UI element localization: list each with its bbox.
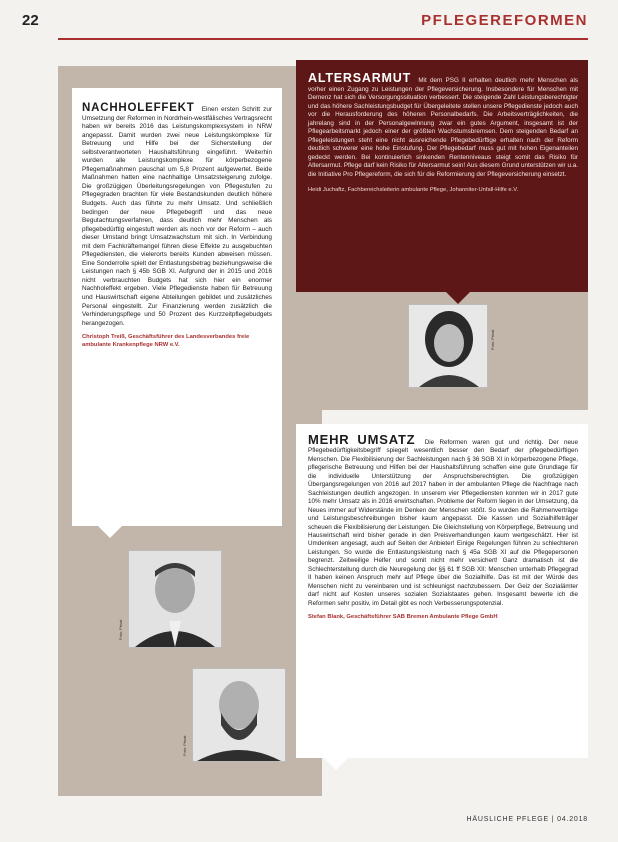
portrait-image <box>193 669 285 761</box>
speech-tail <box>98 526 122 538</box>
quote-box-nachholeffekt <box>72 88 282 526</box>
quote-heading: ALTERSARMUT <box>308 71 412 85</box>
portrait-photo-woman <box>408 304 488 388</box>
quote-text <box>82 104 272 328</box>
section-title: PFLEGEREFORMEN <box>421 12 588 29</box>
quote-heading: NACHHOLEFFEKT <box>82 102 195 114</box>
portrait-image <box>129 551 221 647</box>
page-number: 22 <box>22 12 39 29</box>
quote-body: Einen ersten Schritt zur Umsetzung der Reformen in Nordrhein-westfälisches Vertragsrecht haben wir bereits 2016 das Leistungskomplexsystem in NRW angepasst. Damit wurden zwei neue Leistungskomplexe für Betreuung und Hilfe bei der Sicherstellung der selbstverantworteten Haushaltsführung eingeführt. Weiterhin wurden alle Leistungskomplexe für körperbezogene Pflegemaßnahmen pauschal um 5,8 Prozent aufgewertet. Beide Maßnahmen hatten eine nachhaltige Umsatzsteigerung zufolge. Die großzügigen Überleitungsregelungen von Pflegestufen zu Pflegegraden brachten für viele Bestandskunden deutlich höhere Budgets. Auch das führte zu mehr Umsatz. Und schließlich bedingen der neue Pflegebegriff und das neue Begutachtungsverfahren, dass deutlich mehr Menschen als pflegebedürftig eingestuft werden als noch vor der Reform – auch dieser Umstand bringt Umsatzwachstum mit sich. In Verbindung mit dem Fachkräftemangel führen diese Effekte zu ausgebuchten Pflegediensten, die vielerorts bereits Kunden abweisen müssen. Eine Sonderrolle spielt der Entlastungsbetrag beziehungsweise die Leistungen nach § 45b SGB XI. Aufgrund der in 2015 und 2016 nicht verbrauchten Budgets hat sich hier ein enormer Nachholeffekt ergeben. Viele Pflegedienste haben für Betreuung und Hauswirtschaft eigene Abteilungen gebildet und zusätzliches Personal eingestellt. Zur Finanzierung werden zusätzlich die Verhinderungspflege und 50 Prozent des Kurzzeitpflegebudgets herangezogen. <box>82 106 273 327</box>
photo-credit: Foto: Privat <box>490 329 495 350</box>
quote-box-mehr-umsatz <box>296 424 588 758</box>
quote-text <box>308 432 579 608</box>
quote-attribution: Stefan Blank, Geschäftsführer SAB Bremen Ambulante Pflege GmbH <box>308 614 498 621</box>
photo-credit: Foto: Privat <box>182 735 187 756</box>
speech-tail <box>446 292 470 304</box>
portrait-image <box>409 305 487 387</box>
quote-body: Mit dem PSG II erhalten deutlich mehr Menschen als vorher einen Zugang zu Leistungen der Pflegeversicherung. Insbesondere für Menschen mit Demenz hat sich die Versorgungssituation verbessert. Die steigende Zahl Leistungsberechtigter und das höhere Sachleistungsbudget für Übergeleitete stellen unsere Pflegedienste jedoch auch vor die Herausforderung des höheren Personalbedarfs. Die Arbeitsverträglichkeiten, die jahrelang sind in der Personalgewinnung zwar ein gutes Argument, insgesamt ist der Pflegearbeitsmarkt jedoch einer der größten Wachstumsbremsen. Dem steigenden Bedarf an Pflegeleistungen steht eine nicht ausreichende Pflegebedürftige erhalten nach der Reform deutlich schwerer eine hohe Einstufung. Der Pflegebedarf muss gut mit hohen Eigenanteilen gedeckt werden. Bei kontinuierlich sinkenden Rentenniveaus steigt somit das Risiko für Altersarmut. Pflege darf kein Risiko für Altersarmut sein! Aus diesem Grund unterstützen wir u.a. die Initiative Pro Pflegereform, die sich für die Reformierung der Pflegeversicherung einsetzt. <box>308 77 579 178</box>
portrait-photo-man-2 <box>192 668 286 762</box>
portrait-photo-man-1 <box>128 550 222 648</box>
header-rule <box>58 38 588 40</box>
speech-tail <box>324 758 348 770</box>
quote-attribution: Heidi Juchaftz, Fachbereichsleiterin ambulante Pflege, Johanniter-Unfall-Hilfe e.V. <box>308 187 519 193</box>
quote-box-altersarmut <box>296 60 588 292</box>
quote-attribution: Christoph Treiß, Geschäftsführer des Landesverbandes freie ambulante Krankenpflege NRW e.V. <box>82 334 250 348</box>
footer-magazine-issue: HÄUSLICHE PFLEGE | 04.2018 <box>466 816 588 823</box>
quote-text <box>308 71 579 179</box>
quote-heading: MEHR UMSATZ <box>308 432 416 447</box>
photo-credit: Foto: Privat <box>118 619 123 640</box>
quote-body: Die Reformen waren gut und richtig. Der neue Pflegebedürftigkeitsbegriff spiegelt wesentlich besser den Bedarf der pflegebedürftigen Menschen. Die Flexibilisierung der Sachleistungen nach § 36 SGB XI in körperbezogene Pflege, pflegerische Betreuung und Hilfen bei der Haushaltsführung schaffen eine gute Grundlage für die individuelle Unterstützung der Anspruchsberechtigten. Die großzügigen Übergangsregelungen von 2016 auf 2017 haben in der ambulanten Pflege die Nachfrage nach Sachleistungen deutlich angezogen. In unserem vier Pflegediensten konnten wir in 2017 gute 10% mehr Umsatz als in 2016 erwirtschaften. Probleme der Reform liegen in der Umsetzung, da Neues immer auf Widerstände im Denken der Menschen stößt. So wurden die Rahmenverträge und Leistungsbeschreibungen bisher kaum angepasst. Die Kassen und Sozialhilfeträger scheuen die Flexibilisierung der Leistungen. Die Gleichstellung von Körperpflege, Betreuung und Hauswirtschaft wird bisher gerade in den Preisverhandlungen kaum wertgeschätzt. Hier ist Umdenken angesagt, auch auf Seiten der Anbieter! Einige Regelungen führen zu schlechteren Leistungen. So wurde die Entlastungsleistung nach § 45a SGB XI auf die Pflegepersonen begrenzt. Zeitweilige Helfer und somit nicht mehr versichert! Ganz dramatisch ist die Schlechterstellung durch die Neuregelung der §§ 61 ff SGB XII: Menschen unterhalb Pflegegrad II haben keinen Anspruch mehr auf Pflege über die Sozialhilfe. Das ist mit der Würde des Menschen nicht zu vereinbaren und ist schleunigst nachzubessern. Der Geiz der Sozialämter darf nicht auf Kosten unseres sozialen Sozialstaates gehen. Insgesamt bewerte ich die Reformen sehr positiv, im Detail gibt es noch Verbesserungspotenzial. <box>308 439 579 607</box>
